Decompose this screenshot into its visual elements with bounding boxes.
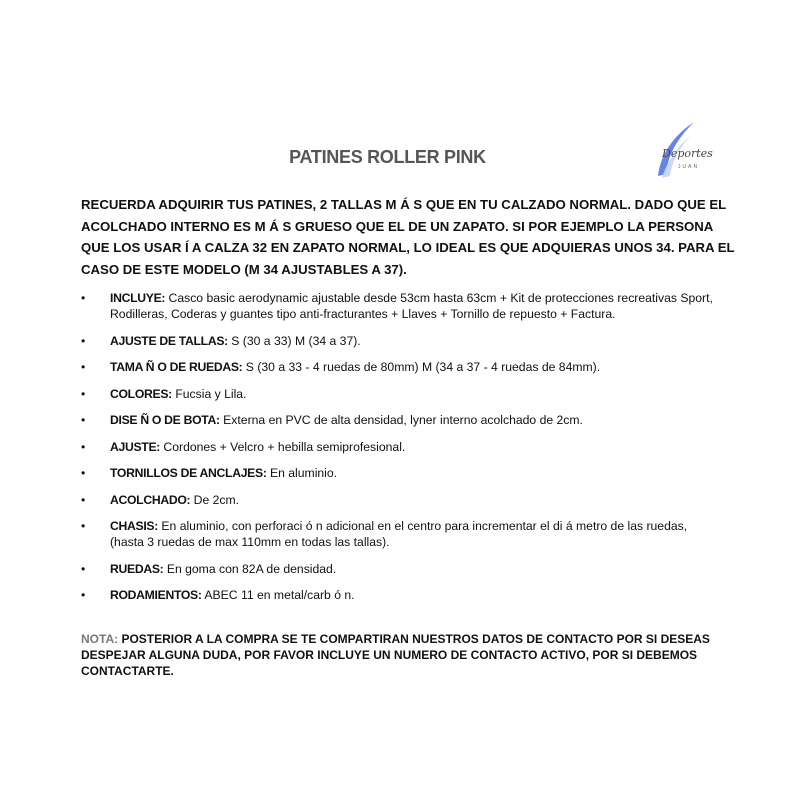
feature-text: De 2cm. [190,492,240,507]
feature-label: CHASIS: [110,519,159,533]
feature-label: TORNILLOS DE ANCLAJES: [110,466,267,480]
bullet-icon: • [81,360,86,374]
logo-name: Deportes [662,147,713,160]
bullet-icon: • [81,333,86,348]
bullet-icon: • [81,561,86,576]
list-item [81,587,721,603]
feature-text: Cordones + Velcro + hebilla semiprofesional. [160,439,406,454]
list-item [81,412,721,428]
bullet-icon: • [81,439,86,454]
feature-text: En aluminio, con perforaci ó n adicional en el centro para incrementar el di á metro de las ruedas, (hasta 3 ruedas de max 110mm en todas las tallas). [110,519,688,549]
feature-text: Casco basic aerodynamic ajustable desde 53cm hasta 63cm + Kit de protecciones recreativas Sport, Rodilleras, Coderas y guantes tipo anti-fracturantes + Llaves + Tornillo de repuesto + Factura. [110,291,713,321]
list-item [81,386,721,402]
intro-paragraph: RECUERDA ADQUIRIR TUS PATINES, 2 TALLAS M Á S QUE EN TU CALZADO NORMAL. DADO QUE EL ACOLCHADO INTERNO ES M Á S GRUESO QUE EL DE UN ZAPATO. SI POR EJEMPLO LA PERSONA QUE LOS USAR Í A CALZA 32 EN ZAPATO NORMAL, LO IDEAL ES QUE ADQUIERAS UNOS 34. PARA EL CASO DE ESTE MODELO (M 34 AJUSTABLES A 37). [81,197,735,277]
bullet-icon: • [81,519,86,533]
feature-text: S (30 a 33 - 4 ruedas de 80mm) M (34 a 37 - 4 ruedas de 84mm). [242,360,601,374]
feature-label: COLORES: [110,386,172,401]
bullet-icon: • [81,466,86,480]
note-text: POSTERIOR A LA COMPRA SE TE COMPARTIRAN NUESTROS DATOS DE CONTACTO POR SI DESEAS DESPEJAR ALGUNA DUDA, POR FAVOR INCLUYE UN NUMERO DE CONTACTO ACTIVO, POR SI DEBEMOS CONTACTARTE. [81,632,710,678]
feature-text: En goma con 82A de densidad. [163,561,337,576]
feature-label: AJUSTE DE TALLAS: [110,333,228,348]
list-item [81,439,721,455]
note-label: NOTA: [81,632,119,646]
feature-text: Externa en PVC de alta densidad, lyner interno acolchado de 2cm. [219,413,583,427]
note-paragraph [81,631,731,679]
bullet-icon: • [81,291,86,305]
feature-label: RUEDAS: [110,561,164,576]
feature-label: INCLUYE: [110,291,166,305]
bullet-icon: • [81,492,86,507]
logo-subtitle: JUAN [678,164,700,170]
list-item [81,290,721,322]
feature-text: Fucsia y Lila. [171,386,247,401]
feature-text: S (30 a 33) M (34 a 37). [227,333,361,348]
bullet-icon: • [81,386,86,401]
feature-label: TAMA Ñ O DE RUEDAS: [110,360,243,374]
bullet-icon: • [81,413,86,427]
feature-label: DISE Ñ O DE BOTA: [110,413,220,427]
brand-logo [648,118,748,188]
list-item [81,359,721,375]
list-item [81,518,721,550]
list-item [81,333,721,349]
list-item [81,465,721,481]
feature-label: ACOLCHADO: [110,492,191,507]
feature-label: AJUSTE: [110,439,161,454]
feature-text: En aluminio. [266,466,338,480]
feature-label: RODAMIENTOS: [110,588,202,602]
page-title: PATINES ROLLER PINK [289,147,486,167]
feature-list [81,290,721,614]
feature-text: ABEC 11 en metal/carb ó n. [201,588,355,602]
list-item [81,492,721,508]
bullet-icon: • [81,588,86,602]
list-item [81,561,721,577]
